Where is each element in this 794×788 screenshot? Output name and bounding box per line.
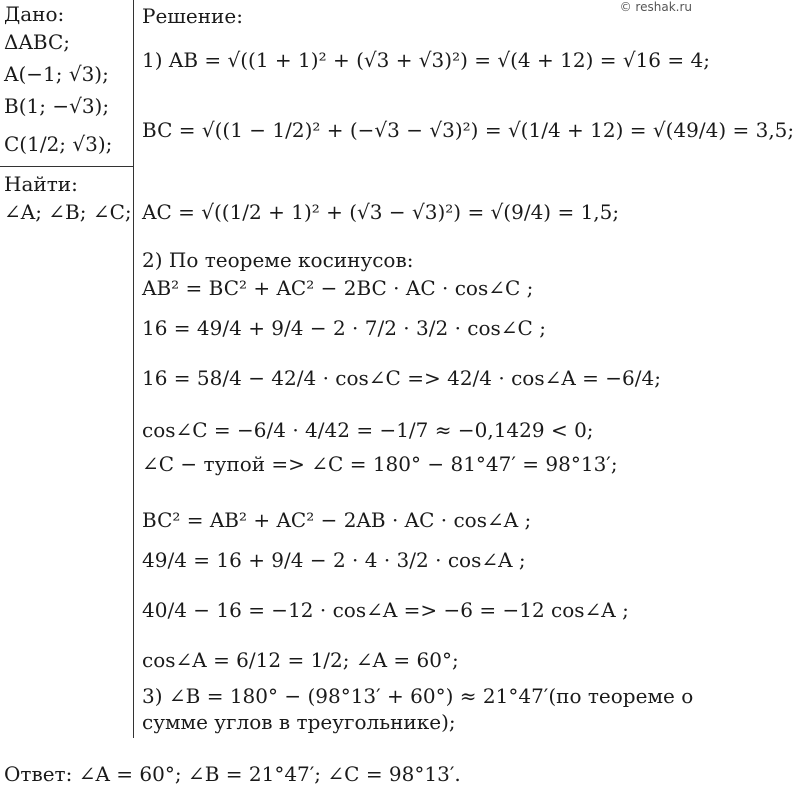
find-title: Найти:	[4, 172, 78, 196]
solution-section	[142, 0, 794, 740]
solution-line: 1) AB = √((1 + 1)² + (√3 + √3)²) = √(4 + 12) = √16 = 4;	[142, 48, 710, 72]
solution-line: сумме углов в треугольнике);	[142, 710, 456, 734]
solution-line: 16 = 49/4 + 9/4 − 2 · 7/2 · 3/2 · cos∠C ;	[142, 316, 546, 340]
answer-line: Ответ: ∠A = 60°; ∠B = 21°47′; ∠C = 98°13′.	[4, 762, 461, 786]
solution-line: ∠C − тупой => ∠C = 180° − 81°47′ = 98°13′;	[142, 452, 618, 476]
vertical-divider	[133, 0, 134, 738]
given-title: Дано:	[4, 2, 65, 26]
solution-line: BC² = AB² + AC² − 2AB · AC · cos∠A ;	[142, 508, 532, 532]
solution-line: AC = √((1/2 + 1)² + (√3 − √3)²) = √(9/4) = 1,5;	[142, 200, 620, 224]
solution-line: BC = √((1 − 1/2)² + (−√3 − √3)²) = √(1/4 + 12) = √(49/4) = 3,5;	[142, 118, 794, 142]
solution-line: 2) По теореме косинусов:	[142, 248, 414, 272]
given-line: C(1/2; √3);	[4, 132, 113, 156]
find-line: ∠A; ∠B; ∠C;	[4, 200, 132, 224]
given-line: ΔABC;	[4, 30, 70, 54]
solution-line: 49/4 = 16 + 9/4 − 2 · 4 · 3/2 · cos∠A ;	[142, 548, 526, 572]
solution-title: Решение:	[142, 4, 243, 28]
solution-line: 40/4 − 16 = −12 · cos∠A => −6 = −12 cos∠A ;	[142, 598, 629, 622]
given-line: B(1; −√3);	[4, 94, 110, 118]
solution-line: AB² = BC² + AC² − 2BC · AC · cos∠C ;	[142, 276, 534, 300]
solution-line: 3) ∠B = 180° − (98°13′ + 60°) ≈ 21°47′(по теореме о	[142, 684, 694, 708]
given-line: A(−1; √3);	[4, 62, 109, 86]
given-divider	[0, 166, 133, 167]
solution-line: 16 = 58/4 − 42/4 · cos∠C => 42/4 · cos∠A = −6/4;	[142, 366, 661, 390]
watermark: © reshak.ru	[619, 0, 692, 14]
solution-line: cos∠A = 6/12 = 1/2; ∠A = 60°;	[142, 648, 459, 672]
solution-line: cos∠C = −6/4 · 4/42 = −1/7 ≈ −0,1429 < 0;	[142, 418, 594, 442]
